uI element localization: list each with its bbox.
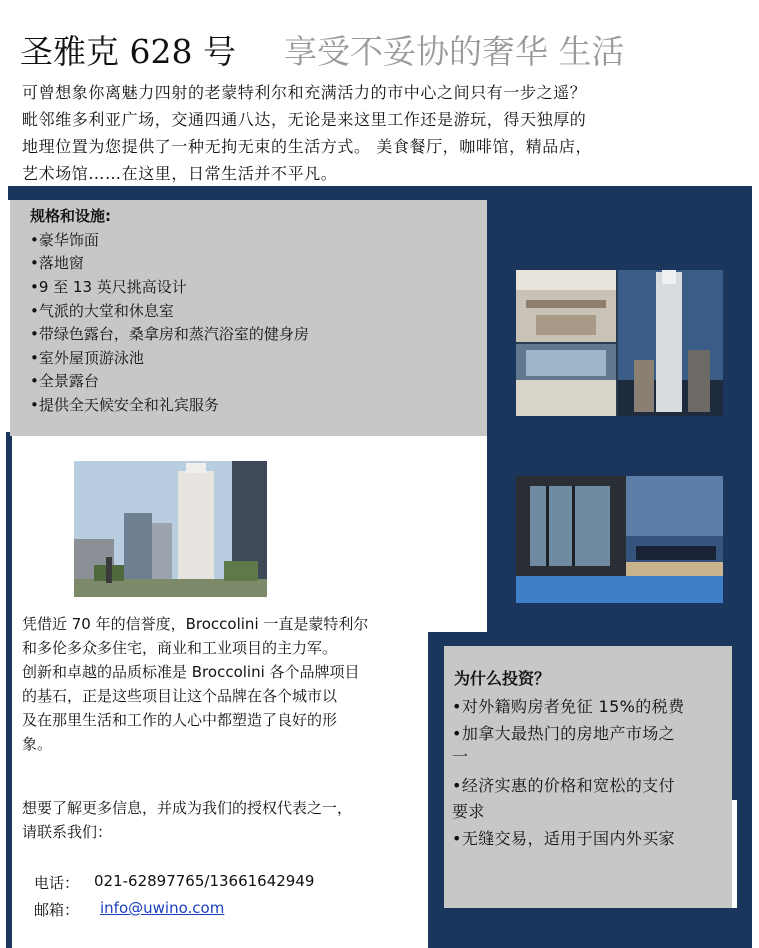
about-line: 凭借近 70 年的信誉度，Broccolini 一直是蒙特利尔 [22,615,369,633]
invest-line: •对外籍购房者免征 15%的税费 [452,697,685,716]
interior-collage-photo [516,270,723,416]
cta-line: 请联系我们： [22,823,113,841]
spec-item: •提供全天候安全和礼宾服务 [30,396,219,414]
email-link[interactable]: info@uwino.com [100,899,225,917]
invest-line: •加拿大最热门的房地产市场之 [452,724,676,743]
rooftop-pool-photo [516,476,723,603]
spec-item: •气派的大堂和休息室 [30,302,174,320]
page-slogan: 享受不妥协的奢华 生活 [284,32,625,71]
intro-line: 可曾想象你离魅力四射的老蒙特利尔和充满活力的市中心之间只有一步之遥？ [22,83,587,102]
navy-left-edge [6,432,12,948]
spec-item: •全景露台 [30,372,99,390]
navy-bottom-bar [444,908,752,948]
about-line: 象。 [22,735,53,753]
navy-top-bar [8,186,752,200]
page-title: 圣雅克 628 号 [20,32,236,71]
about-line: 和多伦多众多住宅，商业和工业项目的主力军。 [22,639,338,657]
intro-line: 地理位置为您提供了一种无拘无束的生活方式。 美食餐厅，咖啡馆，精品店， [22,137,593,156]
spec-item: •带绿色露台，桑拿房和蒸汽浴室的健身房 [30,325,309,343]
about-line: 创新和卓越的品质标准是 Broccolini 各个品牌项目 [22,663,360,681]
specs-title: 规格和设施: [30,207,111,225]
phone-label: 电话： [34,874,80,892]
intro-line: 艺术场馆……在这里，日常生活并不平凡。 [22,164,338,183]
spec-item: •室外屋顶游泳池 [30,349,144,367]
invest-line: 一 [452,747,469,766]
invest-line: •经济实惠的价格和宽松的支付 [452,776,676,795]
invest-line: 要求 [452,802,485,821]
spec-item: •豪华饰面 [30,231,99,249]
email-label: 邮箱： [34,901,80,919]
intro-line: 毗邻维多利亚广场，交通四通八达，无论是来这里工作还是游玩，得天独厚的 [22,110,587,129]
building-exterior-photo [74,461,267,597]
about-line: 及在那里生活和工作的人心中都塑造了良好的形 [22,711,338,729]
spec-item: •9 至 13 英尺挑高设计 [30,278,187,296]
navy-invest-top [428,632,728,646]
about-line: 的基石，正是这些项目让这个品牌在各个城市以 [22,687,338,705]
invest-title: 为什么投资？ [454,669,551,688]
spec-item: •落地窗 [30,254,84,272]
phone-number: 021-62897765/13661642949 [94,872,315,890]
cta-line: 想要了解更多信息，并成为我们的授权代表之一， [22,799,353,817]
invest-line: •无缝交易，适用于国内外买家 [452,829,676,848]
navy-left-divider [428,632,444,948]
